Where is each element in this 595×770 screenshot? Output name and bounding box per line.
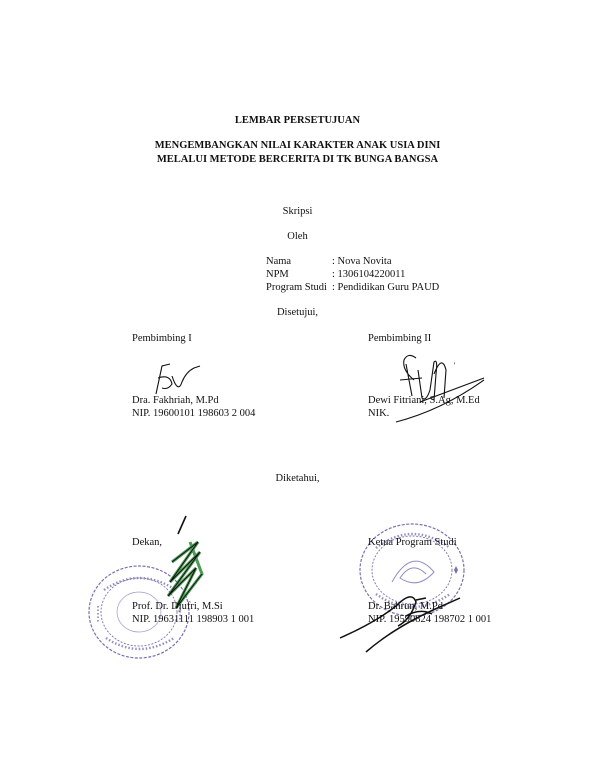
document-type: Skripsi <box>282 206 313 217</box>
dean-name: Prof. Dr. Djufri, M.Si <box>132 601 223 612</box>
program-label: Program Studi <box>266 282 327 293</box>
advisor1-name: Dra. Fakhriah, M.Pd <box>132 395 219 406</box>
page-title: LEMBAR PERSETUJUAN <box>234 115 361 126</box>
advisor2-nik: NIK. <box>368 408 390 419</box>
name-label: Nama <box>266 256 292 267</box>
thesis-title-line-2: MELALUI METODE BERCERITA DI TK BUNGA BANGSA <box>156 154 439 165</box>
advisor2-name: Dewi Fitriani, S.Ag, M.Ed <box>368 395 480 406</box>
head-name: Dr. Bahrun, M.Pd <box>368 601 443 612</box>
npm-value: : 1306104220011 <box>332 269 406 280</box>
acknowledged-label: Diketahui, <box>275 473 320 484</box>
advisor1-role: Pembimbing I <box>132 333 192 344</box>
svg-text:': ' <box>454 361 456 370</box>
dean-nip: NIP. 19631111 198903 1 001 <box>132 614 255 625</box>
name-value: : Nova Novita <box>332 256 392 267</box>
dean-role: Dekan, <box>132 537 163 548</box>
advisor1-nip: NIP. 19600101 198603 2 004 <box>132 408 256 419</box>
by-label: Oleh <box>287 231 308 242</box>
approved-label: Disetujui, <box>276 307 319 318</box>
advisor2-signature <box>392 340 492 430</box>
advisor1-signature <box>148 354 208 398</box>
npm-label: NPM <box>266 269 289 280</box>
head-role: Ketua Program Studi <box>368 537 457 548</box>
program-value: : Pendidikan Guru PAUD <box>332 282 440 293</box>
thesis-title-line-1: MENGEMBANGKAN NILAI KARAKTER ANAK USIA DINI <box>154 140 441 151</box>
head-nip: NIP. 19590824 198702 1 001 <box>368 614 492 625</box>
advisor2-role: Pembimbing II <box>368 333 432 344</box>
